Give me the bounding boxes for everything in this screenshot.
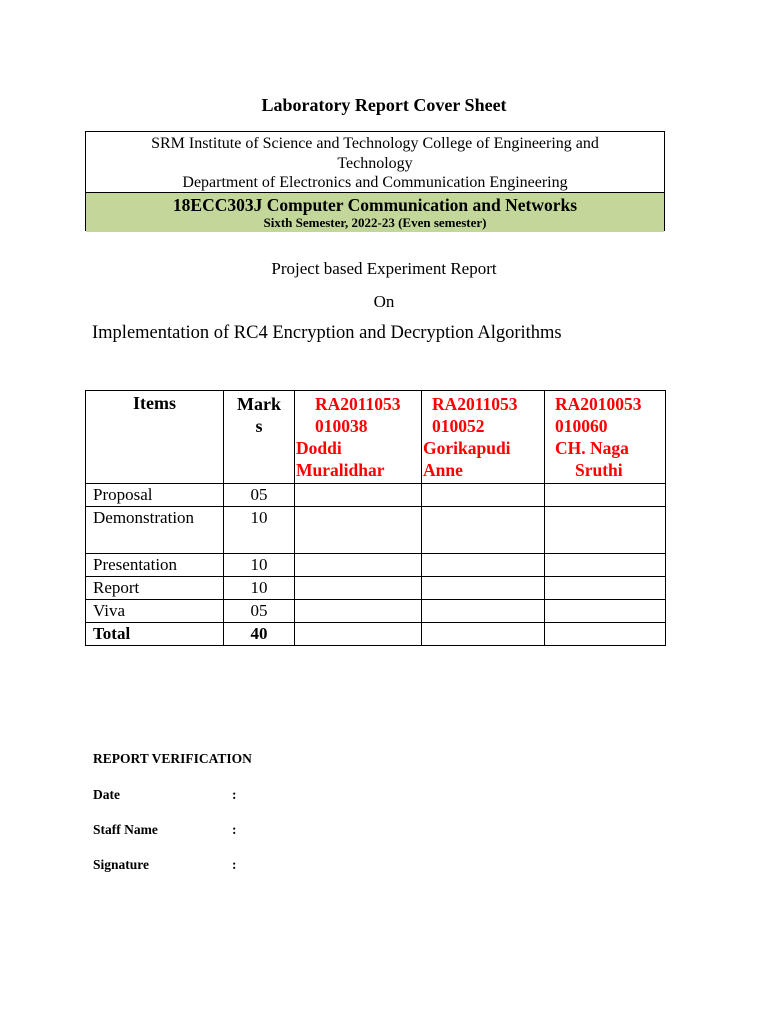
page-title: Laboratory Report Cover Sheet [261,95,507,115]
project-topic: Implementation of RC4 Encryption and Decryption Algorithms [92,323,562,343]
score-cell [422,600,545,623]
item-name: Presentation [86,554,224,577]
item-marks: 10 [224,507,295,554]
score-cell [422,577,545,600]
score-cell [295,554,422,577]
project-heading: Project based Experiment Report [271,259,497,278]
total-row [86,623,666,646]
student-2-cell [422,391,545,484]
course-title: 18ECC303J Computer Communication and Networks [172,195,578,215]
score-cell [545,507,666,554]
student-3-reg: RA2010053 010060 [555,394,642,436]
student-1-reg: RA2011053 010038 [315,394,401,436]
total-label: Total [86,623,224,646]
item-name: Demonstration [86,507,224,554]
date-colon: : [232,787,237,802]
verification-heading: REPORT VERIFICATION [93,751,252,766]
score-cell [545,484,666,507]
course-header-box [85,131,665,231]
item-marks: 05 [224,600,295,623]
score-cell [295,577,422,600]
total-marks: 40 [224,623,295,646]
items-header: Items [86,391,224,484]
student-1-name: Doddi Muralidhar [296,438,385,480]
marks-table [85,390,666,646]
score-cell [422,554,545,577]
course-band [86,192,664,232]
signature-colon: : [232,857,237,872]
student-3-cell [545,391,666,484]
marks-header: Mark s [224,391,295,484]
item-name: Report [86,577,224,600]
item-name: Viva [86,600,224,623]
score-cell [422,623,545,646]
institution-block [86,132,664,190]
score-cell [545,577,666,600]
table-row [86,507,666,554]
score-cell [422,507,545,554]
table-row [86,600,666,623]
table-row [86,577,666,600]
signature-label: Signature [93,857,150,872]
item-marks: 10 [224,577,295,600]
project-on: On [373,292,395,311]
staff-name-label: Staff Name [93,822,158,837]
score-cell [295,623,422,646]
score-cell [545,623,666,646]
table-row [86,554,666,577]
staff-name-colon: : [232,822,237,837]
item-name: Proposal [86,484,224,507]
item-marks: 10 [224,554,295,577]
institution-line-1: SRM Institute of Science and Technology College of Engineering and [151,135,599,152]
table-row [86,484,666,507]
score-cell [295,507,422,554]
student-2-name: Gorikapudi Anne [423,438,511,480]
score-cell [295,484,422,507]
student-2-reg: RA2011053 010052 [432,394,518,436]
department-line: Department of Electronics and Communication Engineering [182,174,568,191]
item-marks: 05 [224,484,295,507]
score-cell [545,554,666,577]
student-3-name: CH. Naga Sruthi [555,438,629,480]
table-header-row [86,391,666,484]
institution-line-2: Technology [337,154,413,172]
score-cell [422,484,545,507]
course-semester: Sixth Semester, 2022-23 (Even semester) [263,215,487,230]
score-cell [545,600,666,623]
score-cell [295,600,422,623]
student-1-cell [295,391,422,484]
date-label: Date [93,787,120,802]
